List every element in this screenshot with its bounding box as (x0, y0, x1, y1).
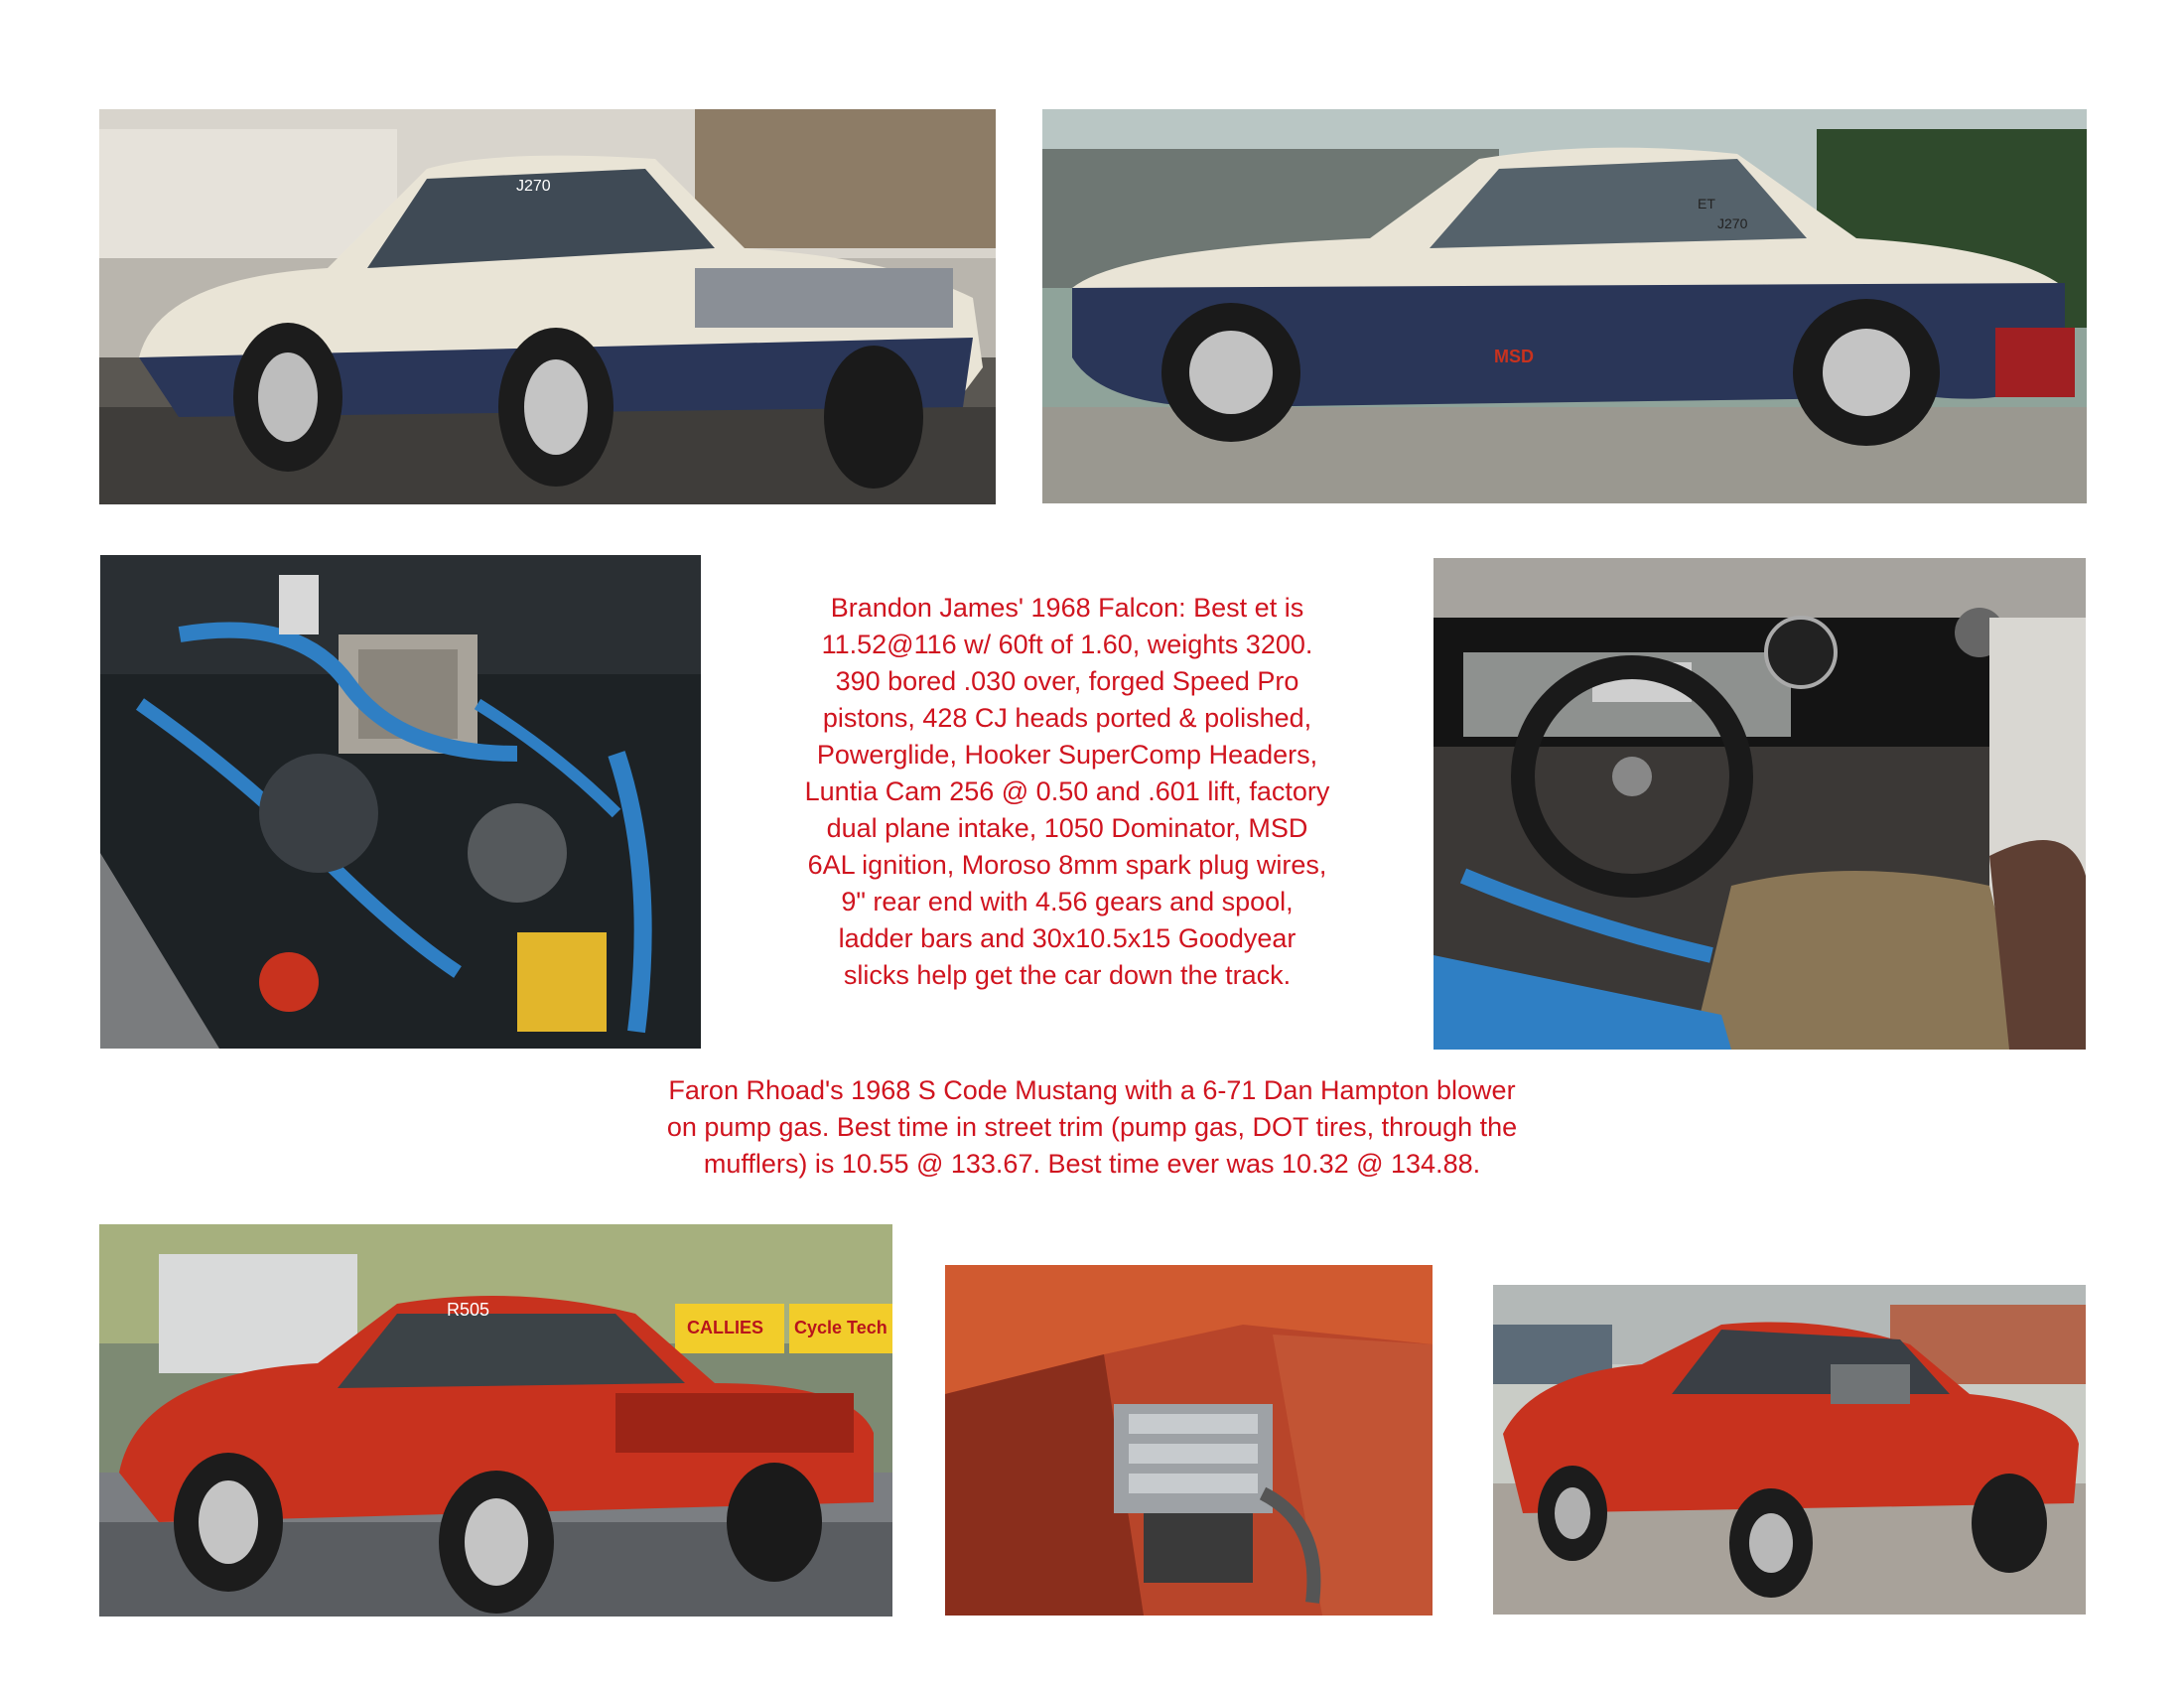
mustang-number-label: R505 (447, 1300, 490, 1320)
cycle-tech-sign-label: Cycle Tech (794, 1318, 887, 1337)
photo-mustang-launch (99, 1224, 892, 1617)
photo-falcon-launch (99, 109, 996, 504)
falcon-side-number-label: J270 (1717, 215, 1748, 231)
photo-falcon-side (1042, 109, 2087, 503)
photo-mustang-street (1493, 1285, 2086, 1615)
falcon-caption: Brandon James' 1968 Falcon: Best et is 11.52@116 w/ 60ft of 1.60, weights 3200. 390 bored .030 over, forged Speed Pro pistons, 428 CJ heads ported & polished, Powerglide, Hooker SuperComp Headers, Luntia Cam 256 @ 0.50 and .601 lift, factory dual plane intake, 1050 Dominator, MSD 6AL ignition, Moroso 8mm spark plug wires, 9" rear end with 4.56 gears and spool, ladder bars and 30x10.5x15 Goodyear slicks help get the car down the track. (804, 593, 1330, 990)
photo-falcon-interior (1433, 558, 2086, 1050)
falcon-number-label: J270 (516, 178, 551, 195)
photo-mustang-engine (945, 1265, 1433, 1616)
mustang-caption: Faron Rhoad's 1968 S Code Mustang with a 6-71 Dan Hampton blower on pump gas. Best time in street trim (pump gas, DOT tires, through the mufflers) is 10.55 @ 133.67. Best time ever was 10.32 @ 134.88. (666, 1075, 1518, 1179)
callies-sign-label: CALLIES (687, 1318, 764, 1337)
photo-falcon-engine (100, 555, 701, 1049)
msd-decal-label: MSD (1494, 347, 1534, 366)
falcon-et-tag-label: ET (1698, 196, 1715, 211)
